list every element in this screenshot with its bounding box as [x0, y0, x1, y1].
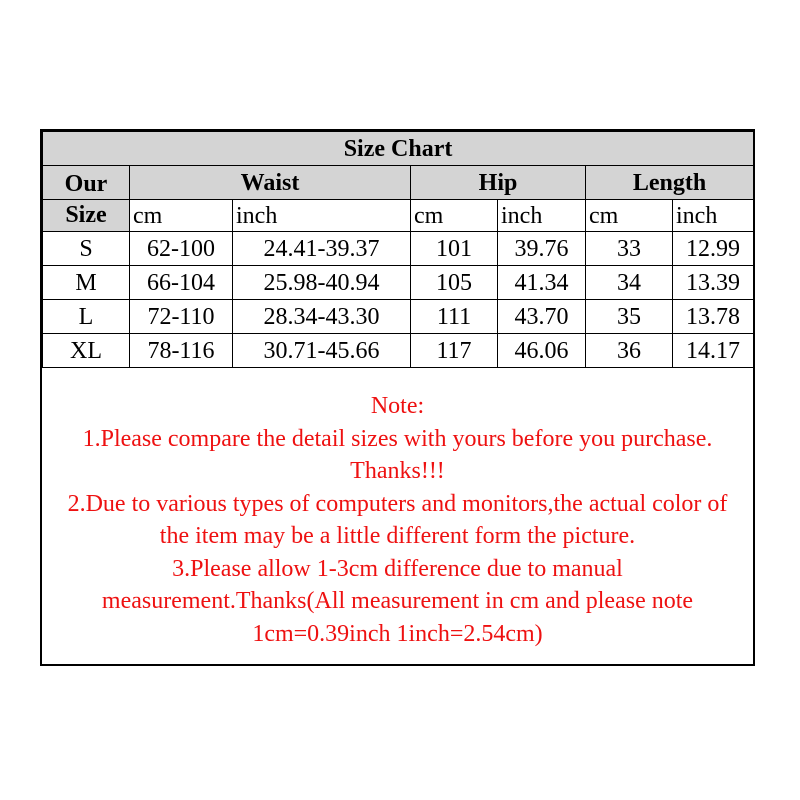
waist-inch-cell: 24.41-39.37 [233, 232, 411, 266]
hip-cm-cell: 101 [411, 232, 498, 266]
hip-cm-cell: 105 [411, 266, 498, 300]
note-line: 1cm=0.39inch 1inch=2.54cm) [252, 620, 543, 647]
length-inch-cell: 13.78 [673, 300, 754, 334]
size-cell: XL [43, 334, 130, 368]
waist-inch-cell: 28.34-43.30 [233, 300, 411, 334]
hip-cm-cell: 111 [411, 300, 498, 334]
note-line: Thanks!!! [350, 458, 445, 484]
note-line: 2.Due to various types of computers and monitors,the actual color of [67, 490, 728, 517]
length-cm-cell: 35 [586, 300, 673, 334]
table-row [43, 334, 754, 368]
length-inch-cell: 14.17 [673, 334, 754, 368]
hip-inch-cell: 39.76 [498, 232, 586, 266]
size-cell: S [43, 232, 130, 266]
hip-cm-cell: 117 [411, 334, 498, 368]
waist-cm-cell: 78-116 [130, 334, 233, 368]
waist-inch-unit: inch [233, 200, 411, 232]
size-table [42, 131, 754, 368]
hip-inch-cell: 41.34 [498, 266, 586, 300]
waist-cm-cell: 62-100 [130, 232, 233, 266]
notes-section [42, 390, 753, 650]
hip-inch-cell: 46.06 [498, 334, 586, 368]
hip-cm-unit: cm [411, 200, 498, 232]
length-cm-cell: 36 [586, 334, 673, 368]
length-inch-cell: 12.99 [673, 232, 754, 266]
length-inch-cell: 13.39 [673, 266, 754, 300]
waist-header: Waist [130, 166, 411, 200]
hip-header: Hip [411, 166, 586, 200]
length-cm-cell: 34 [586, 266, 673, 300]
table-row [43, 300, 754, 334]
note-line: the item may be a little different form the picture. [159, 523, 636, 549]
table-row [43, 266, 754, 300]
our-label: Our [43, 166, 130, 200]
table-row [43, 232, 754, 266]
size-cell: M [43, 266, 130, 300]
note-heading: Note: [370, 393, 425, 419]
waist-cm-cell: 72-110 [130, 300, 233, 334]
note-line: measurement.Thanks(All measurement in cm and please note [101, 588, 694, 614]
waist-cm-cell: 66-104 [130, 266, 233, 300]
size-chart [40, 129, 755, 666]
hip-inch-unit: inch [498, 200, 586, 232]
note-line: 1.Please compare the detail sizes with yours before you purchase. [82, 425, 713, 452]
note-line: 3.Please allow 1-3cm difference due to manual [172, 555, 623, 582]
hip-inch-cell: 43.70 [498, 300, 586, 334]
waist-inch-cell: 25.98-40.94 [233, 266, 411, 300]
waist-inch-cell: 30.71-45.66 [233, 334, 411, 368]
size-label: Size [43, 200, 130, 232]
length-header: Length [586, 166, 754, 200]
length-inch-unit: inch [673, 200, 754, 232]
length-cm-unit: cm [586, 200, 673, 232]
size-cell: L [43, 300, 130, 334]
chart-title: Size Chart [43, 132, 754, 166]
waist-cm-unit: cm [130, 200, 233, 232]
length-cm-cell: 33 [586, 232, 673, 266]
